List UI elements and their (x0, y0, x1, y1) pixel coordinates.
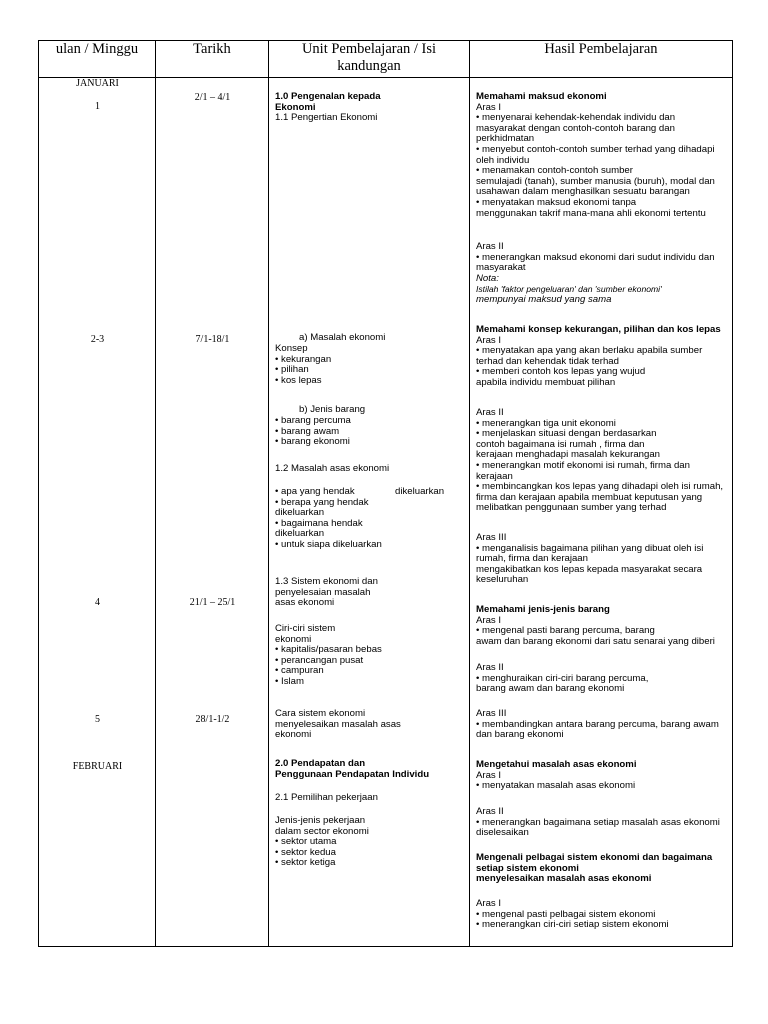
masalah-item: • berapa yang hendak (275, 496, 369, 508)
hasil-3-aras-3 (476, 709, 736, 741)
col-tarikh (156, 78, 269, 947)
hasil-line: • menyatakan maksud ekonomi tanpa (476, 196, 637, 208)
hasil-line: • membincangkan kos lepas yang dihadapi oleh isi rumah, (476, 481, 724, 493)
ciri-label: ekonomi (275, 633, 312, 645)
unit-1-3-line: asas ekonomi (275, 597, 335, 609)
cara-line: Cara sistem ekonomi (275, 708, 366, 719)
barang-block (275, 416, 351, 448)
cara-block (275, 709, 401, 741)
jenis-block (275, 816, 369, 869)
masalah-item: dikeluarkan (275, 528, 325, 540)
jenis-line: dalam sector ekonomi (275, 825, 369, 837)
ciri-item: • perancangan pusat (275, 654, 364, 666)
body-row (39, 78, 733, 947)
konsep-label: Konsep (275, 343, 308, 354)
konsep-item: • pilihan (275, 364, 309, 376)
aras-label: Aras III (476, 532, 507, 543)
hasil-line: • menerangkan motif ekonomi isi rumah, firma dan (476, 459, 690, 471)
unit-1-3-line: 1.3 Sistem ekonomi dan (275, 576, 378, 587)
hasil-line: keseluruhan (476, 574, 529, 586)
barang-item: • barang percuma (275, 415, 351, 426)
hasil-1-title: Memahami maksud ekonomi (476, 91, 607, 102)
masalah-item: • bagaimana hendak (275, 517, 363, 529)
hasil-line: apabila individu membuat pilihan (476, 376, 616, 388)
date-week-2-3: 7/1-18/1 (195, 334, 230, 345)
aras-label: Aras I (476, 614, 502, 626)
hasil-4-title: Mengetahui masalah asas ekonomi (476, 759, 637, 770)
hasil-line: mengakibatkan kos lepas kepada masyarakat secara (476, 563, 703, 575)
hasil-line: usahawan dalam menghasilkan sesuatu barangan (476, 186, 690, 198)
hasil-line: dan barang ekonomi (476, 729, 564, 741)
barang-item: • barang ekonomi (275, 436, 350, 448)
date-week-4: 21/1 – 25/1 (189, 597, 236, 608)
hasil-line: rumah, firma dan kerajaan (476, 553, 588, 565)
hasil-line: awam dan barang ekonomi dari satu senarai yang diberi (476, 635, 715, 647)
hasil-1-aras-2 (476, 242, 731, 306)
date-week-1: 2/1 – 4/1 (194, 92, 231, 103)
hasil-line: • membandingkan antara barang percuma, barang awam (476, 718, 719, 730)
masalah-item: • untuk siapa dikeluarkan (275, 538, 382, 550)
col-bulan-minggu (39, 78, 156, 947)
hasil-3-title: Memahami jenis-jenis barang (476, 604, 610, 615)
nota-label: Nota: (476, 272, 499, 284)
barang-item: • barang awam (275, 425, 340, 437)
hasil-line: • menyatakan apa yang akan berlaku apabila sumber (476, 345, 703, 357)
aras-label: Aras I (476, 898, 502, 909)
hasil-2-title: Memahami konsep kekurangan, pilihan dan kos lepas (476, 324, 721, 335)
hasil-line: • menyebut contoh-contoh sumber terhad yang dihadapi (476, 143, 715, 155)
konsep-block (275, 344, 331, 386)
hasil-line: oleh individu (476, 154, 530, 166)
hasil-line: • menjelaskan situasi dengan berdasarkan (476, 428, 657, 440)
ciri-label: Ciri-ciri sistem (275, 623, 336, 634)
hasil-line: • menerangkan tiga unit ekonomi (476, 417, 616, 429)
unit-1-title-line-2: Ekonomi (275, 101, 316, 113)
aras-label: Aras II (476, 806, 504, 817)
masalah-item: dikeluarkan (275, 507, 325, 519)
hasil-line: • mengenal pasti pelbagai sistem ekonomi (476, 908, 656, 920)
ciri-item: • kapitalis/pasaran bebas (275, 644, 382, 656)
konsep-item: • kekurangan (275, 353, 332, 365)
header-row (39, 41, 733, 78)
hasil-3-aras-2 (476, 663, 731, 695)
hasil-line: contoh bagaimana isi rumah , firma dan (476, 438, 645, 450)
week-5: 5 (95, 714, 100, 725)
header-hasil: Hasil Pembelajaran (470, 41, 733, 78)
header-bulan-minggu: ulan / Minggu (39, 41, 156, 78)
hasil-line: • menyatakan masalah asas ekonomi (476, 780, 636, 792)
nota-line: mempunyai maksud yang sama (476, 293, 612, 305)
hasil-line: diselesaikan (476, 827, 529, 839)
hasil-line: menggunakan takrif mana-mana ahli ekonomi tertentu (476, 207, 706, 219)
unit-2-title (275, 759, 429, 780)
hasil-line: • mengenal pasti barang percuma, barang (476, 625, 655, 637)
hasil-line: firma dan kerajaan apabila membuat keputusan yang (476, 491, 703, 503)
hasil-line: • menyenarai kehendak-kehendak individu dan (476, 112, 676, 124)
sektor-item: • sektor ketiga (275, 857, 336, 869)
header-unit: Unit Pembelajaran / Isi kandungan (269, 41, 470, 78)
hasil-line: terhad dan kehendak tidak terhad (476, 355, 619, 367)
hasil-5-aras-1 (476, 899, 731, 931)
hasil-line: • menerangkan bagaimana setiap masalah asas ekonomi (476, 816, 720, 828)
cara-line: ekonomi (275, 729, 312, 741)
hasil-line: • menerangkan ciri-ciri setiap sistem ekonomi (476, 919, 669, 931)
hasil-line: barang awam dan barang ekonomi (476, 683, 625, 695)
aras-label: Aras II (476, 407, 504, 418)
nota-line: Istilah 'faktor pengeluaran' dan 'sumber ekonomi' (476, 284, 662, 295)
lesson-plan-table (38, 40, 733, 947)
hasil-line: • menerangkan maksud ekonomi dari sudut individu dan (476, 251, 715, 263)
unit-2-title-line: 2.0 Pendapatan dan (275, 758, 366, 769)
aras-label: Aras I (476, 101, 502, 113)
hasil-1 (476, 92, 731, 219)
konsep-item: • kos lepas (275, 374, 322, 386)
hasil-line: kerajaan (476, 470, 513, 482)
hasil-line: masyarakat (476, 262, 526, 274)
hasil-2-aras-3 (476, 533, 731, 586)
month-februari: FEBRUARI (72, 761, 123, 772)
unit-1-1: 1.1 Pengertian Ekonomi (275, 112, 378, 123)
hasil-5-title-line: setiap sistem ekonomi (476, 862, 579, 874)
header-tarikh: Tarikh (156, 41, 269, 78)
unit-2-1: 2.1 Pemilihan pekerjaan (275, 792, 378, 803)
masalah-item-text: dikeluarkan (395, 486, 445, 497)
sektor-item: • sektor utama (275, 836, 337, 848)
hasil-5-title (476, 853, 734, 885)
aras-label: Aras I (476, 769, 502, 781)
aras-label: Aras II (476, 241, 504, 252)
hasil-line: • menghuraikan ciri-ciri barang percuma, (476, 672, 649, 684)
hasil-line: perkhidmatan (476, 133, 535, 145)
aras-label: Aras I (476, 334, 502, 346)
aras-label: Aras III (476, 708, 507, 719)
hasil-5-title-line: Mengenali pelbagai sistem ekonomi dan bagaimana (476, 852, 713, 863)
sub-b-head: b) Jenis barang (299, 404, 366, 415)
col-hasil (470, 78, 733, 947)
masalah-block (275, 487, 465, 551)
masalah-item (275, 487, 465, 498)
unit-1-3-line: penyelesaian masalah (275, 586, 371, 598)
hasil-line: kerajaan menghadapi masalah kekurangan (476, 449, 661, 461)
masalah-item-text: • apa yang hendak (275, 486, 355, 497)
hasil-line: melibatkan penggunaan sumber yang terhad (476, 502, 667, 514)
aras-label: Aras II (476, 662, 504, 673)
col-unit (269, 78, 470, 947)
sektor-item: • sektor kedua (275, 846, 336, 858)
jenis-line: Jenis-jenis pekerjaan (275, 815, 366, 826)
week-1: 1 (95, 101, 100, 112)
hasil-3 (476, 605, 731, 647)
unit-1-title (275, 92, 381, 113)
hasil-line: • menganalisis bagaimana pilihan yang dibuat oleh isi (476, 542, 704, 554)
date-week-5: 28/1-1/2 (195, 714, 230, 725)
unit-1-2: 1.2 Masalah asas ekonomi (275, 463, 390, 474)
hasil-line: semulajadi (tanah), sumber manusia (buruh), modal dan (476, 175, 715, 187)
ciri-item: • Islam (275, 675, 304, 687)
unit-2-title-line: Penggunaan Pendapatan Individu (275, 768, 430, 780)
hasil-line: • memberi contoh kos lepas yang wujud (476, 366, 646, 378)
unit-1-title-line-1: 1.0 Pengenalan kepada (275, 91, 381, 102)
hasil-2-aras-2 (476, 408, 736, 514)
hasil-5-title-line: menyelesaikan masalah asas ekonomi (476, 873, 652, 885)
week-4: 4 (95, 597, 100, 608)
sub-a-head: a) Masalah ekonomi (299, 332, 386, 343)
hasil-line: masyarakat dengan contoh-contoh barang dan (476, 122, 675, 134)
ciri-block (275, 624, 382, 688)
hasil-4-aras-2 (476, 807, 736, 839)
cara-line: menyelesaikan masalah asas (275, 718, 401, 730)
unit-1-3 (275, 577, 378, 609)
hasil-4 (476, 760, 731, 792)
ciri-item: • campuran (275, 665, 324, 677)
week-2-3: 2-3 (90, 334, 105, 345)
month-januari: JANUARI (76, 78, 119, 89)
hasil-2 (476, 325, 731, 389)
hasil-line: • menamakan contoh-contoh sumber (476, 165, 633, 177)
